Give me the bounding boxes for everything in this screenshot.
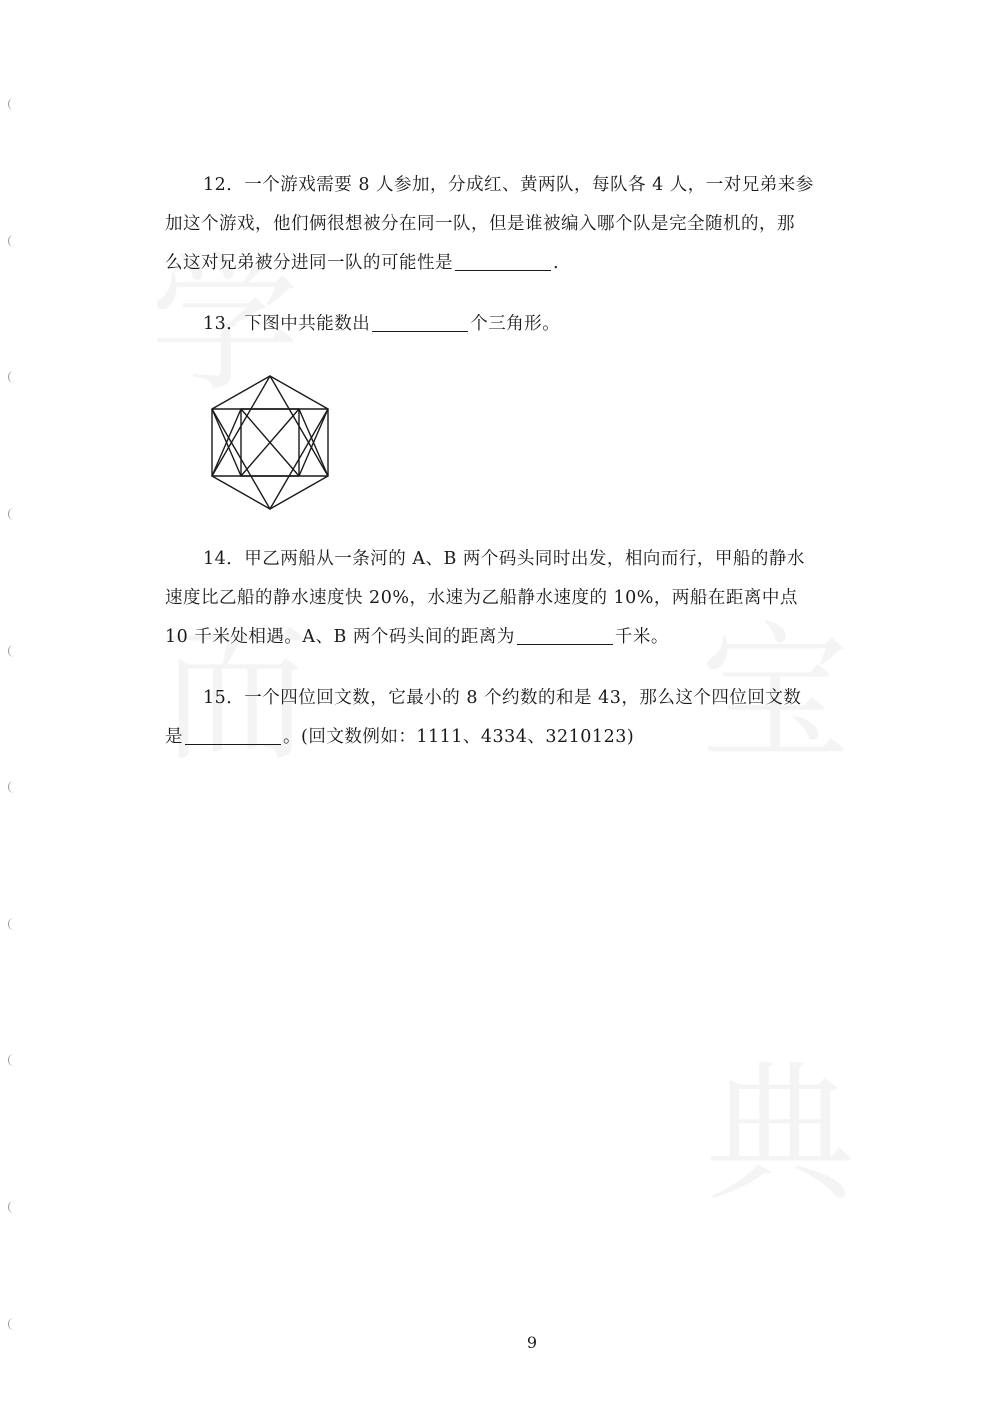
question-13-text: 13．下图中共能数出 [203,314,371,334]
answer-blank-15[interactable] [185,726,281,745]
binder-hole [8,1201,19,1213]
answer-blank-14[interactable] [517,626,613,645]
question-14-end: 千米。 [614,627,669,647]
binder-hole [8,781,19,793]
binder-hole [8,918,19,930]
binder-holes [8,0,28,1414]
binder-hole [8,98,19,110]
question-12-line-2: 加这个游戏，他们俩很想被分在同一队，但是谁被编入哪个队是完全随机的，那 [165,214,795,234]
watermark-char [705,1060,855,1210]
question-12-text: 么这对兄弟被分进同一队的可能性是 [165,253,453,273]
question-12 [165,166,855,283]
binder-hole [8,1318,19,1330]
question-15-line-1: 15．一个四位回文数，它最小的 8 个约数的和是 43，那么这个四位回文数 [203,688,802,708]
triangle-up [212,376,328,476]
binder-hole [8,371,19,383]
question-13-line [165,305,855,344]
question-14-line-3 [165,618,855,657]
question-15-text: 是 [165,727,183,747]
question-14 [165,540,855,657]
binder-hole [8,1054,19,1066]
binder-hole [8,235,19,247]
hexagon-triangle-figure [205,372,335,512]
question-14-text: 10 千米处相遇。A、B 两个码头间的距离为 [165,627,515,647]
binder-hole [8,508,19,520]
page-number: 9 [526,1333,538,1352]
question-13-end: 个三角形。 [470,314,561,334]
question-14-line-1: 14．甲乙两船从一条河的 A、B 两个码头同时出发，相向而行，甲船的静水 [203,549,805,569]
question-15 [165,679,855,757]
binder-hole [8,645,19,657]
answer-blank-12[interactable] [455,252,551,271]
question-15-end: 。(回文数例如：1111、4334、3210123) [283,727,635,747]
answer-blank-13[interactable] [372,313,468,332]
triangle-down [212,409,328,509]
question-15-line-2 [165,718,855,757]
question-12-end: . [553,253,560,273]
question-12-line-1: 12．一个游戏需要 8 人参加，分成红、黄两队，每队各 4 人，一对兄弟来参 [203,175,814,195]
question-12-line-3 [165,244,855,283]
question-14-line-2: 速度比乙船的静水速度快 20%，水速为乙船静水速度的 10%，两船在距离中点 [165,588,798,608]
question-13 [165,305,855,344]
